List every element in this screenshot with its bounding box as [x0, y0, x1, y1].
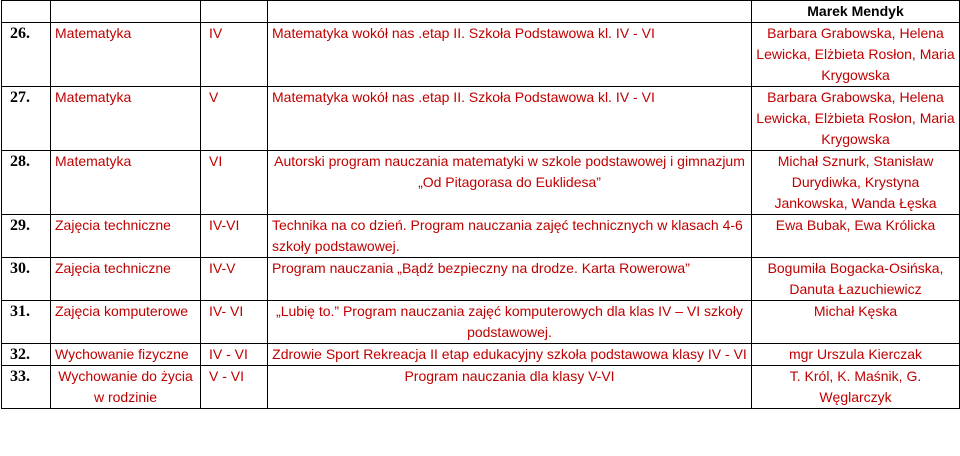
- row-number: 31.: [2, 301, 51, 344]
- class-cell: [201, 1, 268, 23]
- table-row: [2, 87, 960, 151]
- row-number: 28.: [2, 151, 51, 215]
- table-row: [2, 258, 960, 301]
- class-cell: IV- VI: [201, 301, 268, 344]
- class-cell: IV-V: [201, 258, 268, 301]
- subject-cell: Zajęcia komputerowe: [51, 301, 201, 344]
- program-cell: Zdrowie Sport Rekreacja II etap edukacyjny szkoła podstawowa klasy IV - VI: [268, 344, 752, 366]
- program-cell: [268, 1, 752, 23]
- subject-cell: Matematyka: [51, 87, 201, 151]
- class-cell: IV: [201, 23, 268, 87]
- row-number: 32.: [2, 344, 51, 366]
- subject-cell: Wychowanie fizyczne: [51, 344, 201, 366]
- authors-cell: Michał Sznurk, Stanisław Durydiwka, Krystyna Jankowska, Wanda Łęska: [752, 151, 960, 215]
- authors-cell: Ewa Bubak, Ewa Królicka: [752, 215, 960, 258]
- authors-cell: Marek Mendyk: [752, 1, 960, 23]
- row-number: [2, 1, 51, 23]
- program-cell: Matematyka wokół nas .etap II. Szkoła Podstawowa kl. IV - VI: [268, 23, 752, 87]
- authors-cell: Michał Kęska: [752, 301, 960, 344]
- subject-cell: Zajęcia techniczne: [51, 258, 201, 301]
- program-cell: Technika na co dzień. Program nauczania zajęć technicznych w klasach 4-6 szkoły podstawowej.: [268, 215, 752, 258]
- class-cell: VI: [201, 151, 268, 215]
- table-row: [2, 23, 960, 87]
- row-number: 26.: [2, 23, 51, 87]
- row-number: 33.: [2, 366, 51, 409]
- row-number: 27.: [2, 87, 51, 151]
- program-cell: Autorski program nauczania matematyki w szkole podstawowej i gimnazjum „Od Pitagorasa do Euklidesa”: [268, 151, 752, 215]
- subject-cell: Zajęcia techniczne: [51, 215, 201, 258]
- authors-cell: Barbara Grabowska, Helena Lewicka, Elżbieta Rosłon, Maria Krygowska: [752, 87, 960, 151]
- authors-cell: Barbara Grabowska, Helena Lewicka, Elżbieta Rosłon, Maria Krygowska: [752, 23, 960, 87]
- subject-cell: Matematyka: [51, 151, 201, 215]
- table-row: [2, 366, 960, 409]
- table-row: [2, 1, 960, 23]
- subject-cell: [51, 1, 201, 23]
- authors-cell: mgr Urszula Kierczak: [752, 344, 960, 366]
- row-number: 29.: [2, 215, 51, 258]
- subject-cell: Wychowanie do życia w rodzinie: [51, 366, 201, 409]
- table-row: [2, 151, 960, 215]
- program-cell: Program nauczania dla klasy V-VI: [268, 366, 752, 409]
- program-cell: Matematyka wokół nas .etap II. Szkoła Podstawowa kl. IV - VI: [268, 87, 752, 151]
- curriculum-table: [1, 0, 960, 409]
- program-cell: „Lubię to.” Program nauczania zajęć komputerowych dla klas IV – VI szkoły podstawowej.: [268, 301, 752, 344]
- table-row: [2, 215, 960, 258]
- class-cell: IV - VI: [201, 344, 268, 366]
- subject-cell: Matematyka: [51, 23, 201, 87]
- program-cell: Program nauczania „Bądź bezpieczny na drodze. Karta Rowerowa”: [268, 258, 752, 301]
- class-cell: V: [201, 87, 268, 151]
- table-row: [2, 344, 960, 366]
- authors-cell: Bogumiła Bogacka-Osińska, Danuta Łazuchiewicz: [752, 258, 960, 301]
- table-row: [2, 301, 960, 344]
- class-cell: V - VI: [201, 366, 268, 409]
- row-number: 30.: [2, 258, 51, 301]
- authors-cell: T. Król, K. Maśnik, G. Węglarczyk: [752, 366, 960, 409]
- class-cell: IV-VI: [201, 215, 268, 258]
